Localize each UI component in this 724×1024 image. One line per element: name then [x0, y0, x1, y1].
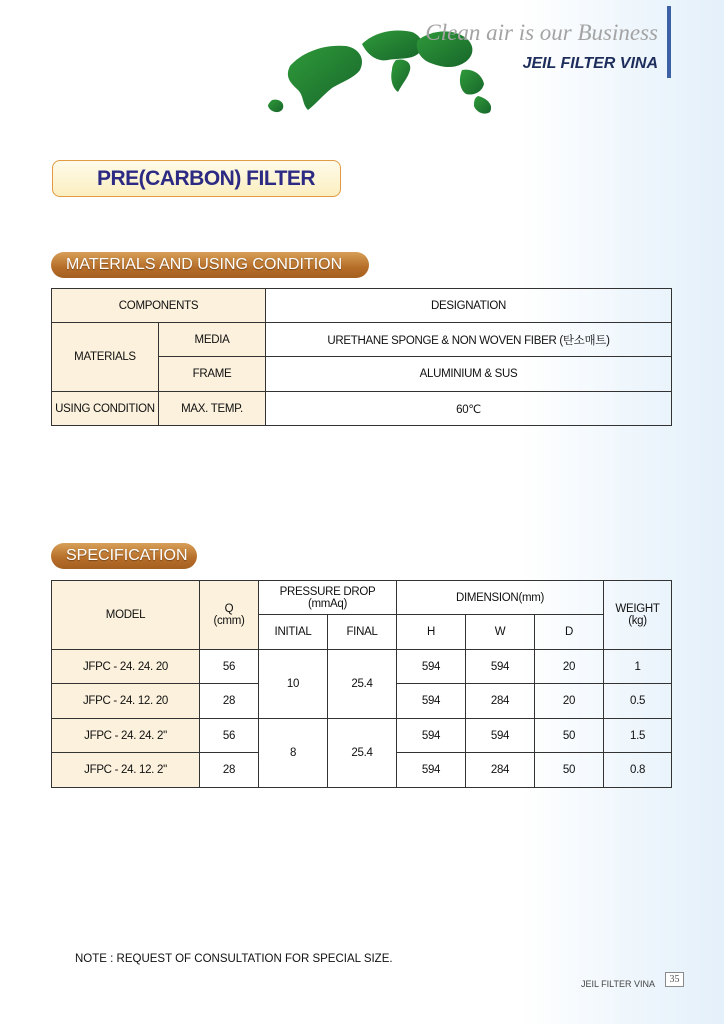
media-label: MEDIA	[159, 323, 266, 357]
q-cell: 56	[200, 719, 259, 753]
h-cell: 594	[397, 684, 466, 719]
materials-section-heading: MATERIALS AND USING CONDITION	[51, 252, 369, 278]
initial-header: INITIAL	[259, 615, 328, 650]
q-header-label: Q	[224, 603, 234, 615]
final-cell: 25.4	[328, 650, 397, 719]
initial-cell: 10	[259, 650, 328, 719]
page-title-box	[52, 160, 341, 197]
footer-company: JEIL FILTER VINA	[581, 979, 656, 989]
frame-value: ALUMINIUM & SUS	[266, 357, 672, 392]
using-condition-label: USING CONDITION	[52, 392, 159, 426]
dimension-header: DIMENSION(mm)	[397, 581, 604, 615]
page-number: 35	[665, 972, 684, 987]
h-header: H	[397, 615, 466, 650]
max-temp-value: 60℃	[266, 392, 672, 426]
table-row	[52, 650, 672, 684]
h-cell: 594	[397, 650, 466, 684]
initial-cell: 8	[259, 719, 328, 788]
model-cell: JFPC - 24. 12. 2"	[52, 753, 200, 788]
specification-section-heading: SPECIFICATION	[51, 543, 197, 569]
d-cell: 20	[535, 684, 604, 719]
w-header: W	[466, 615, 535, 650]
weight-cell: 0.5	[604, 684, 672, 719]
d-cell: 50	[535, 719, 604, 753]
page-title: PRE(CARBON) FILTER	[97, 167, 316, 190]
q-cell: 56	[200, 650, 259, 684]
max-temp-label: MAX. TEMP.	[159, 392, 266, 426]
media-value: URETHANE SPONGE & NON WOVEN FIBER (탄소매트)	[266, 323, 672, 357]
weight-header	[604, 581, 672, 650]
w-cell: 594	[466, 650, 535, 684]
q-cell: 28	[200, 684, 259, 719]
d-cell: 50	[535, 753, 604, 788]
h-cell: 594	[397, 719, 466, 753]
model-cell: JFPC - 24. 24. 2"	[52, 719, 200, 753]
final-header: FINAL	[328, 615, 397, 650]
final-cell: 25.4	[328, 719, 397, 788]
d-cell: 20	[535, 650, 604, 684]
h-cell: 594	[397, 753, 466, 788]
company-name: JEIL FILTER VINA	[522, 55, 658, 72]
pressure-drop-header: PRESSURE DROP (mmAq)	[259, 581, 397, 615]
w-cell: 284	[466, 684, 535, 719]
weight-cell: 1	[604, 650, 672, 684]
note-text: NOTE : REQUEST OF CONSULTATION FOR SPECIAL SIZE.	[75, 953, 393, 965]
d-header: D	[535, 615, 604, 650]
weight-header-label: WEIGHT	[615, 603, 660, 615]
model-cell: JFPC - 24. 12. 20	[52, 684, 200, 719]
q-header-unit: (cmm)	[213, 615, 245, 627]
model-cell: JFPC - 24. 24. 20	[52, 650, 200, 684]
specification-table	[51, 580, 672, 788]
frame-label: FRAME	[159, 357, 266, 392]
world-map-logo	[262, 0, 502, 120]
weight-header-unit: (kg)	[628, 615, 647, 627]
model-header: MODEL	[52, 581, 200, 650]
w-cell: 594	[466, 719, 535, 753]
designation-header: DESIGNATION	[266, 289, 672, 323]
w-cell: 284	[466, 753, 535, 788]
header-accent-rule	[667, 6, 671, 78]
table-row	[52, 719, 672, 753]
tagline: Clean air is our Business	[425, 20, 658, 45]
materials-table	[51, 288, 672, 426]
q-cell: 28	[200, 753, 259, 788]
materials-label: MATERIALS	[52, 323, 159, 392]
weight-cell: 0.8	[604, 753, 672, 788]
q-header	[200, 581, 259, 650]
components-header: COMPONENTS	[52, 289, 266, 323]
weight-cell: 1.5	[604, 719, 672, 753]
